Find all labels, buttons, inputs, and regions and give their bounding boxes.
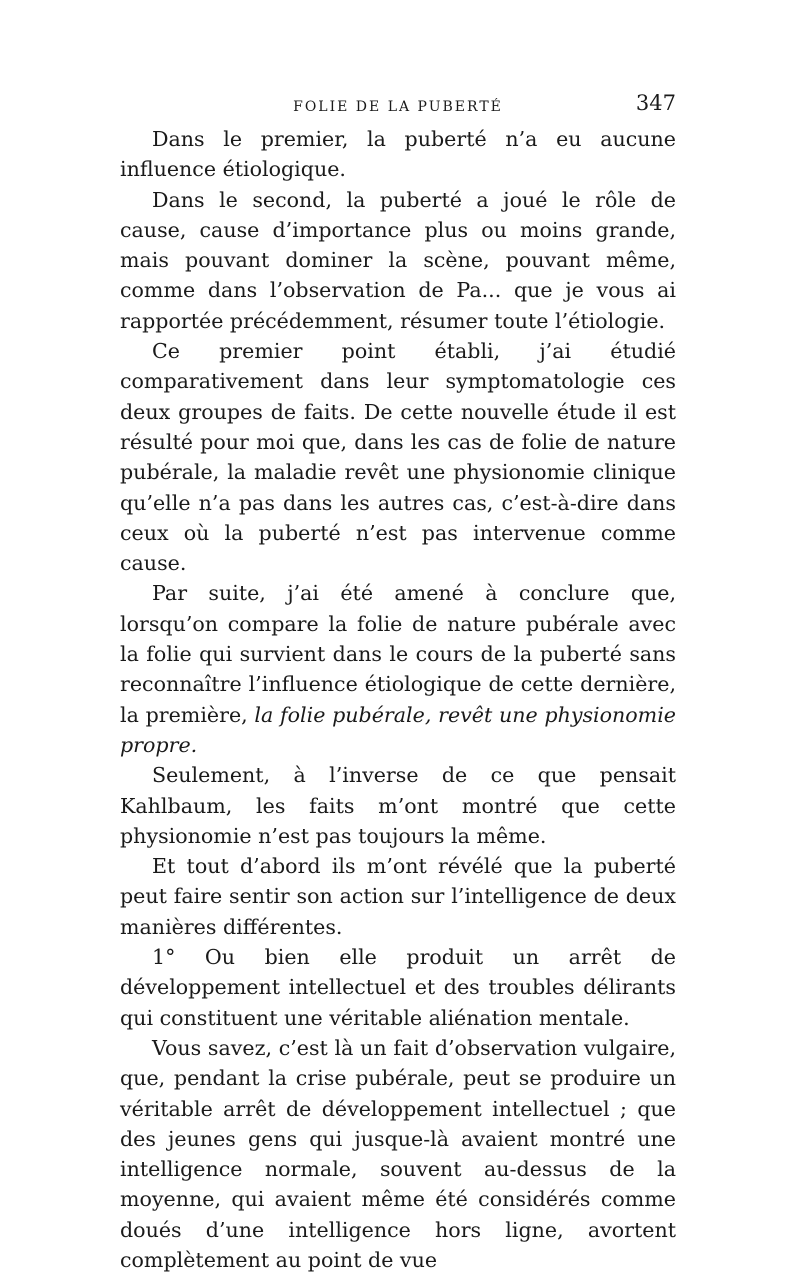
running-title: FOLIE DE LA PUBERTÉ xyxy=(293,99,503,115)
paragraph xyxy=(120,1033,676,1275)
paragraph xyxy=(120,760,676,851)
page-number: 347 xyxy=(635,91,676,115)
italic-phrase: la folie pubérale, revêt une physionomie propre. xyxy=(120,702,676,757)
paragraph-text: Par suite, j’ai été amené à conclure que, lorsqu’on compare la folie de nature pubérale avec la folie qui survient dans le cours de la puberté sans reconnaître l’influence étiologique de cette dernière, la première, xyxy=(120,581,676,727)
paragraph xyxy=(120,124,676,185)
paragraph xyxy=(120,336,676,578)
paragraph xyxy=(120,851,676,942)
paragraph-text: Vous savez, c’est là un fait d’observation vulgaire, que, pendant la crise pubérale, peut se produire un véritable arrêt de développement intellectuel ; que des jeunes gens qui jusque-là avaient montré une intelligence normale, souvent au-dessus de la moyenne, qui avaient même été considérés comme doués d’une intelligence hors ligne, avortent complètement au point de vue xyxy=(120,1035,676,1272)
paragraph-text: Seulement, à l’inverse de ce que pensait Kahlbaum, les faits m’ont montré que cette physionomie n’est pas toujours la même. xyxy=(120,763,676,848)
paragraph xyxy=(120,185,676,336)
body-text xyxy=(120,124,676,1275)
book-page xyxy=(120,91,676,1275)
running-head xyxy=(120,91,676,120)
paragraph xyxy=(120,578,676,760)
paragraph-text: Dans le second, la puberté a joué le rôle de cause, cause d’importance plus ou moins grande, mais pouvant dominer la scène, pouvant même, comme dans l’observation de Pa... que je vous ai rapportée précédemment, résumer toute l’étiologie. xyxy=(120,187,676,333)
paragraph-text: Dans le premier, la puberté n’a eu aucune influence étiologique. xyxy=(120,127,676,182)
paragraph-text: Ce premier point établi, j’ai étudié comparativement dans leur symptomatologie ces deux groupes de faits. De cette nouvelle étude il est résulté pour moi que, dans les cas de folie de nature pubérale, la maladie revêt une physionomie clinique qu’elle n’a pas dans les autres cas, c’est-à-dire dans ceux où la puberté n’est pas intervenue comme cause. xyxy=(120,339,676,576)
paragraph-text: 1° Ou bien elle produit un arrêt de développement intellectuel et des troubles délirants qui constituent une véritable aliénation mentale. xyxy=(120,945,676,1030)
paragraph xyxy=(120,942,676,1033)
paragraph-text: Et tout d’abord ils m’ont révélé que la puberté peut faire sentir son action sur l’intelligence de deux manières différentes. xyxy=(120,854,676,939)
